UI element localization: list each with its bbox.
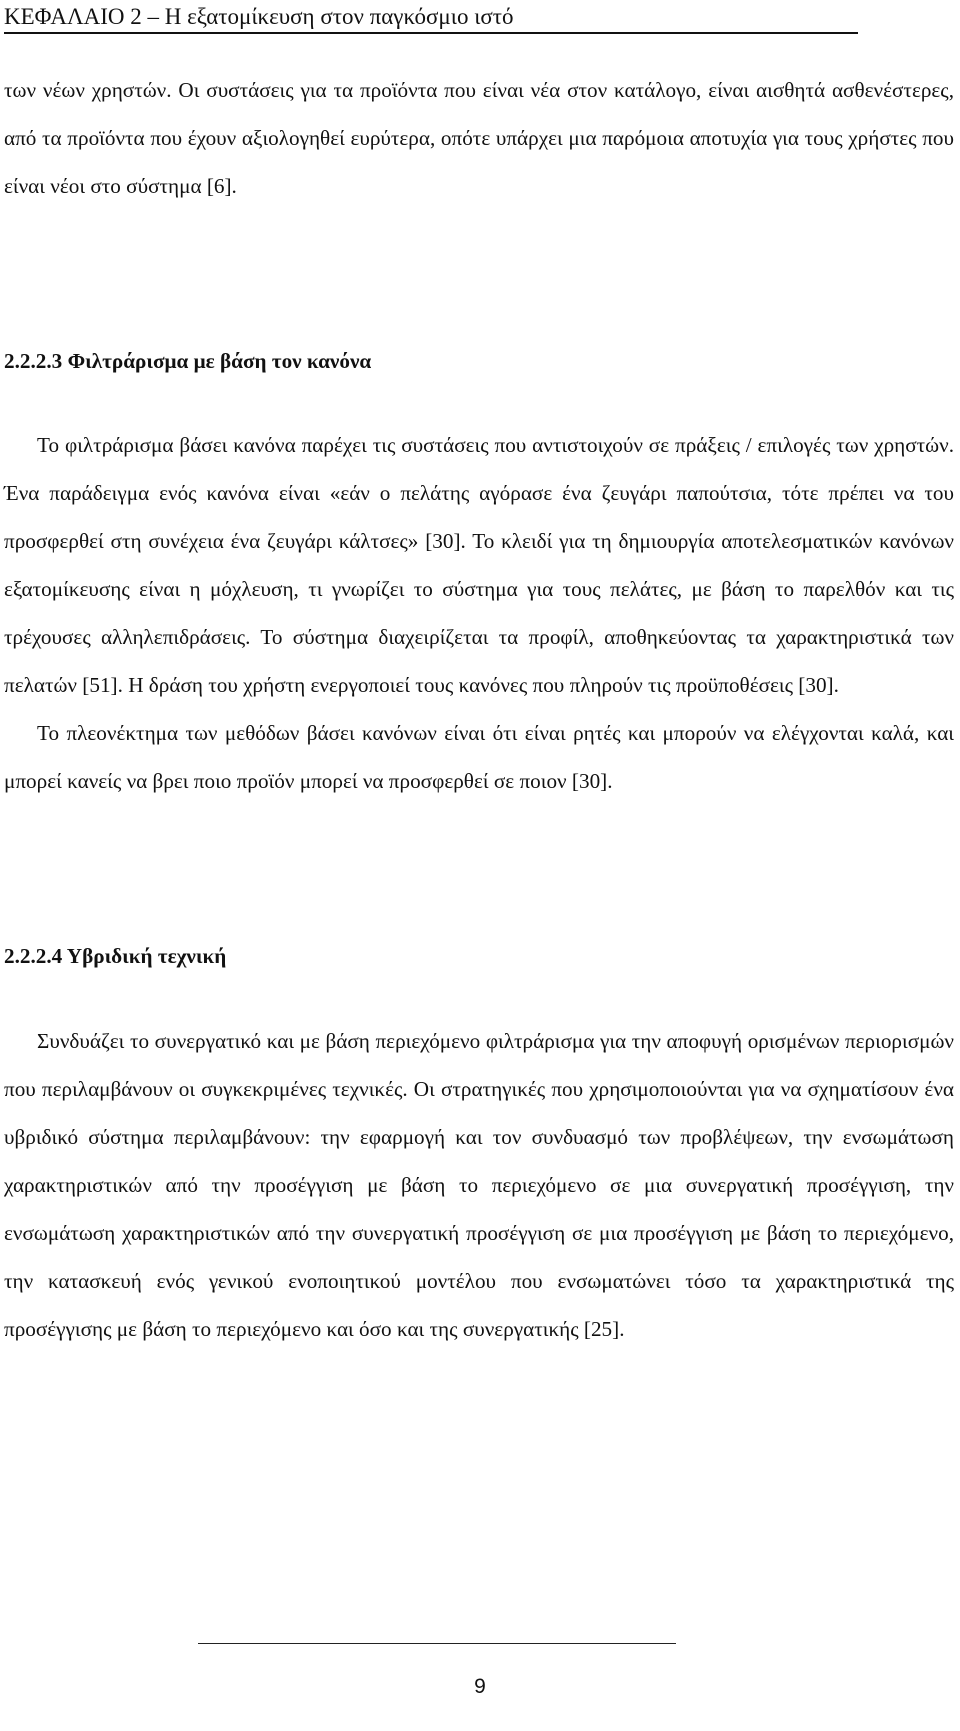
footer-divider [198,1643,676,1644]
page-number: 9 [474,1675,486,1698]
rule-based-paragraph-1: Το φιλτράρισμα βάσει κανόνα παρέχει τις συστάσεις που αντιστοιχούν σε πράξεις / επιλογές των χρηστών. Ένα παράδειγμα ενός κανόνα είναι «εάν ο πελάτης αγόρασε ένα ζευγάρι παπούτσια, τότε πρέπει να του προσφερθεί στη συνέχεια ένα ζευγάρι κάλτσες» [30]. Το κλειδί για τη δημιουργία αποτελεσματικών κανόνων εξατομίκευσης είναι η μόχλευση, τι γνωρίζει το σύστημα για τους πελάτες, με βάση το παρελθόν και τις τρέχουσες αλληλεπιδράσεις. Το σύστημα διαχειρίζεται τα προφίλ, αποθηκεύοντας τα χαρακτηριστικά των πελατών [51]. Η δράση του χρήστη ενεργοποιεί τους κανόνες που πληρούν τις προϋποθέσεις [30]. [4,433,954,697]
section-heading-rule-based: 2.2.2.3 Φιλτράρισμα με βάση τον κανόνα [4,349,372,373]
running-header: ΚΕΦΑΛΑΙΟ 2 – Η εξατομίκευση στον παγκόσμιο ιστό [4,2,858,34]
rule-based-paragraph-2: Το πλεονέκτημα των μεθόδων βάσει κανόνων είναι ότι είναι ρητές και μπορούν να ελέγχονται καλά, και μπορεί κανείς να βρει ποιο προϊόν μπορεί να προσφερθεί σε ποιον [30]. [4,721,954,793]
page-content [4,66,954,1353]
intro-paragraph: των νέων χρηστών. Οι συστάσεις για τα προϊόντα που είναι νέα στον κατάλογο, είναι αισθητά ασθενέστερες, από τα προϊόντα που έχουν αξιολογηθεί ευρύτερα, οπότε υπάρχει μια παρόμοια αποτυχία για τους χρήστες που είναι νέοι στο σύστημα [6]. [4,78,954,198]
section-heading-hybrid: 2.2.2.4 Υβριδική τεχνική [4,944,227,968]
hybrid-paragraph-1: Συνδυάζει το συνεργατικό και με βάση περιεχόμενο φιλτράρισμα για την αποφυγή ορισμένων περιορισμών που περιλαμβάνουν οι συγκεκριμένες τεχνικές. Οι στρατηγικές που χρησιμοποιούνται για να σχηματίσουν ένα υβριδικό σύστημα περιλαμβάνουν: την εφαρμογή και τον συνδυασμό των προβλέψεων, την ενσωμάτωση χαρακτηριστικών από την προσέγγιση με βάση το περιεχόμενο σε μια συνεργατική προσέγγιση, την ενσωμάτωση χαρακτηριστικών από την συνεργατική προσέγγιση σε μια προσέγγιση με βάση το περιεχόμενο, την κατασκευή ενός γενικού ενοποιητικού μοντέλου που ενσωματώνει τόσο τα χαρακτηριστικά της προσέγγισης με βάση το περιεχόμενο και όσο και της συνεργατικής [25]. [4,1029,954,1341]
